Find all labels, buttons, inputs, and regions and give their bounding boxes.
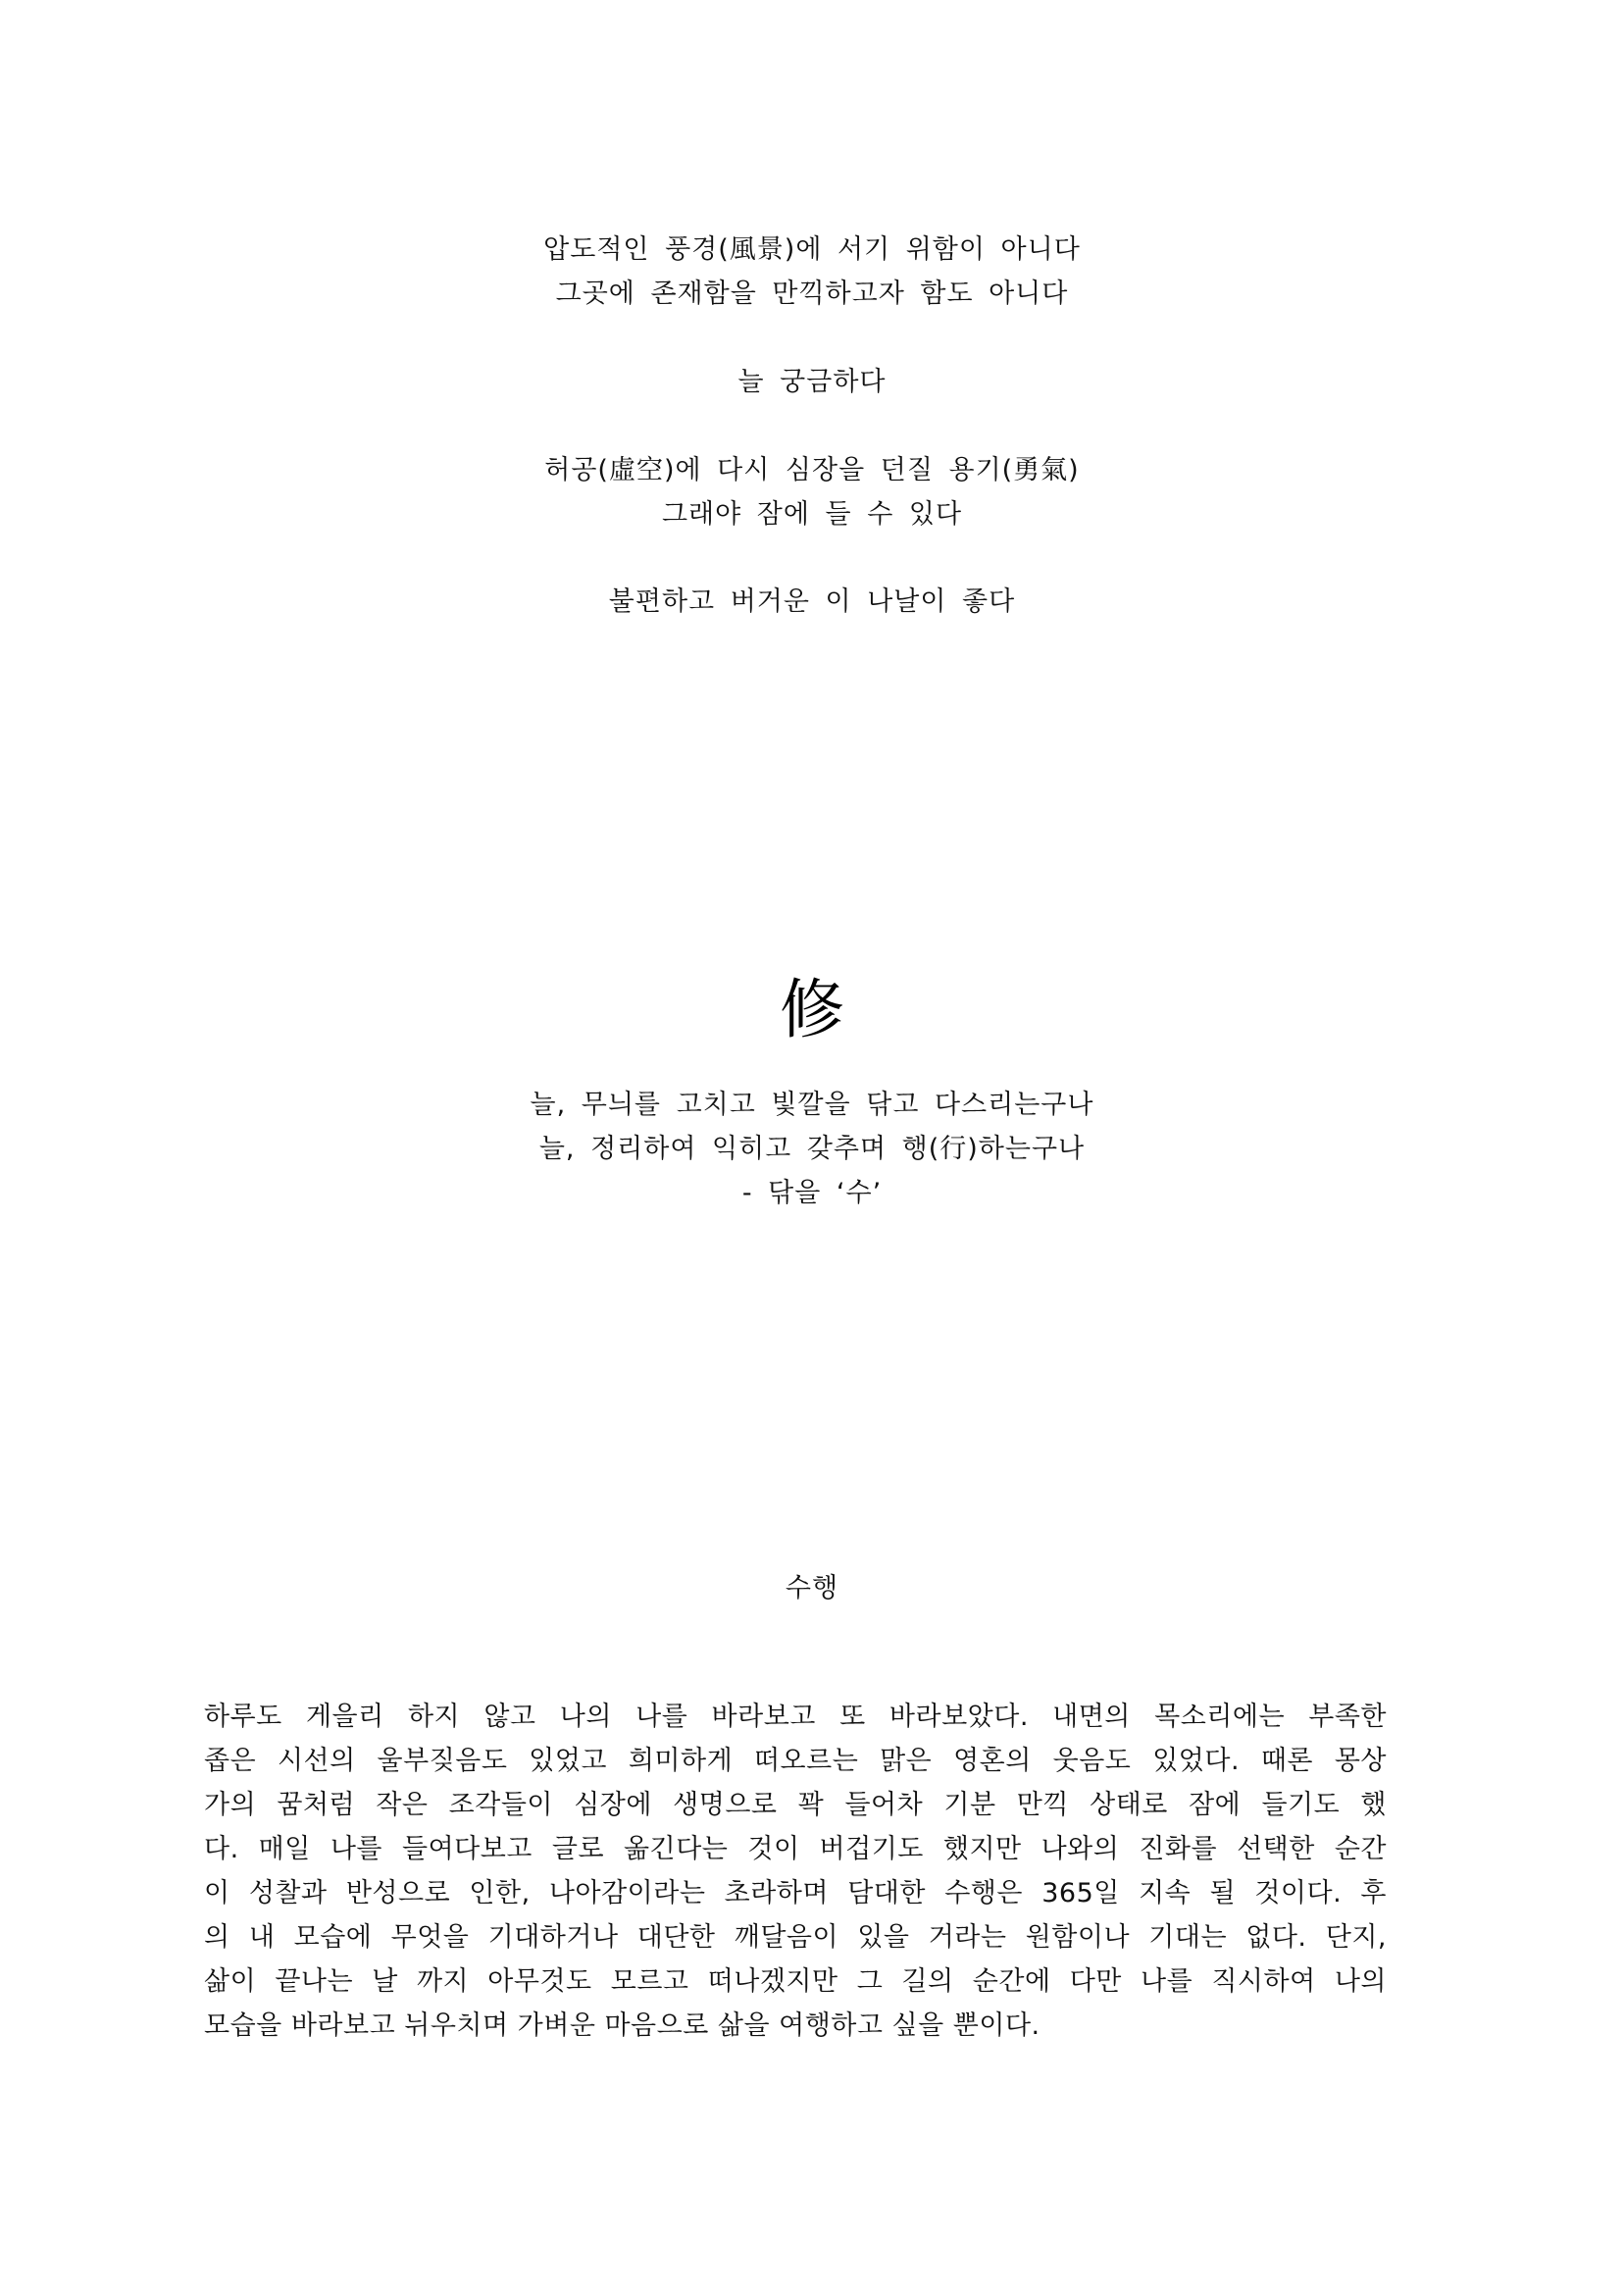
essay-line-8: 모습을 바라보고 뉘우치며 가벼운 마음으로 삶을 여행하고 싶을 뿐이다. xyxy=(204,2010,1040,2041)
poem-line-1: 압도적인 풍경(風景)에 서기 위함이 아니다 xyxy=(543,234,1081,265)
essay-line-4: 다. 매일 나를 들여다보고 글로 옮긴다는 것이 버겁기도 했지만 나와의 진화를 선택한 순간 xyxy=(204,1834,1387,1864)
essay-paragraph xyxy=(204,1695,1387,2048)
hanja-line-1: 늘, 무늬를 고치고 빛깔을 닦고 다스리는구나 xyxy=(530,1090,1094,1120)
poem-line-3: 늘 궁금하다 xyxy=(737,367,887,397)
hanja-character: 修 xyxy=(780,972,844,1047)
essay-title: 수행 xyxy=(785,1573,839,1603)
poem-line-4: 허공(虛空)에 다시 심장을 던질 용기(勇氣) xyxy=(544,455,1080,485)
poem-line-5: 그래야 잠에 들 수 있다 xyxy=(661,499,963,530)
essay-line-3: 가의 꿈처럼 작은 조각들이 심장에 생명으로 꽉 들어차 기분 만끽 상태로 잠에 들기도 했 xyxy=(204,1790,1387,1820)
essay-line-1: 하루도 게을리 하지 않고 나의 나를 바라보고 또 바라보았다. 내면의 목소리에는 부족한 xyxy=(204,1702,1387,1732)
poem-line-2: 그곳에 존재함을 만끽하고자 함도 아니다 xyxy=(555,279,1069,309)
essay-line-6: 의 내 모습에 무엇을 기대하거나 대단한 깨달음이 있을 거라는 원함이나 기대는 없다. 단지, xyxy=(204,1922,1387,1953)
poem-line-6: 불편하고 버거운 이 나날이 좋다 xyxy=(608,586,1016,617)
hanja-line-3: - 닦을 ‘수’ xyxy=(741,1178,883,1208)
essay-line-7: 삶이 끝나는 날 까지 아무것도 모르고 떠나겠지만 그 길의 순간에 다만 나를 직시하여 나의 xyxy=(204,1966,1387,1997)
essay-line-5: 이 성찰과 반성으로 인한, 나아감이라는 초라하며 담대한 수행은 365일 지속 될 것이다. 후 xyxy=(204,1878,1387,1908)
essay-line-2: 좁은 시선의 울부짖음도 있었고 희미하게 떠오르는 맑은 영혼의 웃음도 있었다. 때론 몽상 xyxy=(204,1746,1387,1776)
hanja-line-2: 늘, 정리하여 익히고 갖추며 행(行)하는구나 xyxy=(538,1134,1086,1164)
